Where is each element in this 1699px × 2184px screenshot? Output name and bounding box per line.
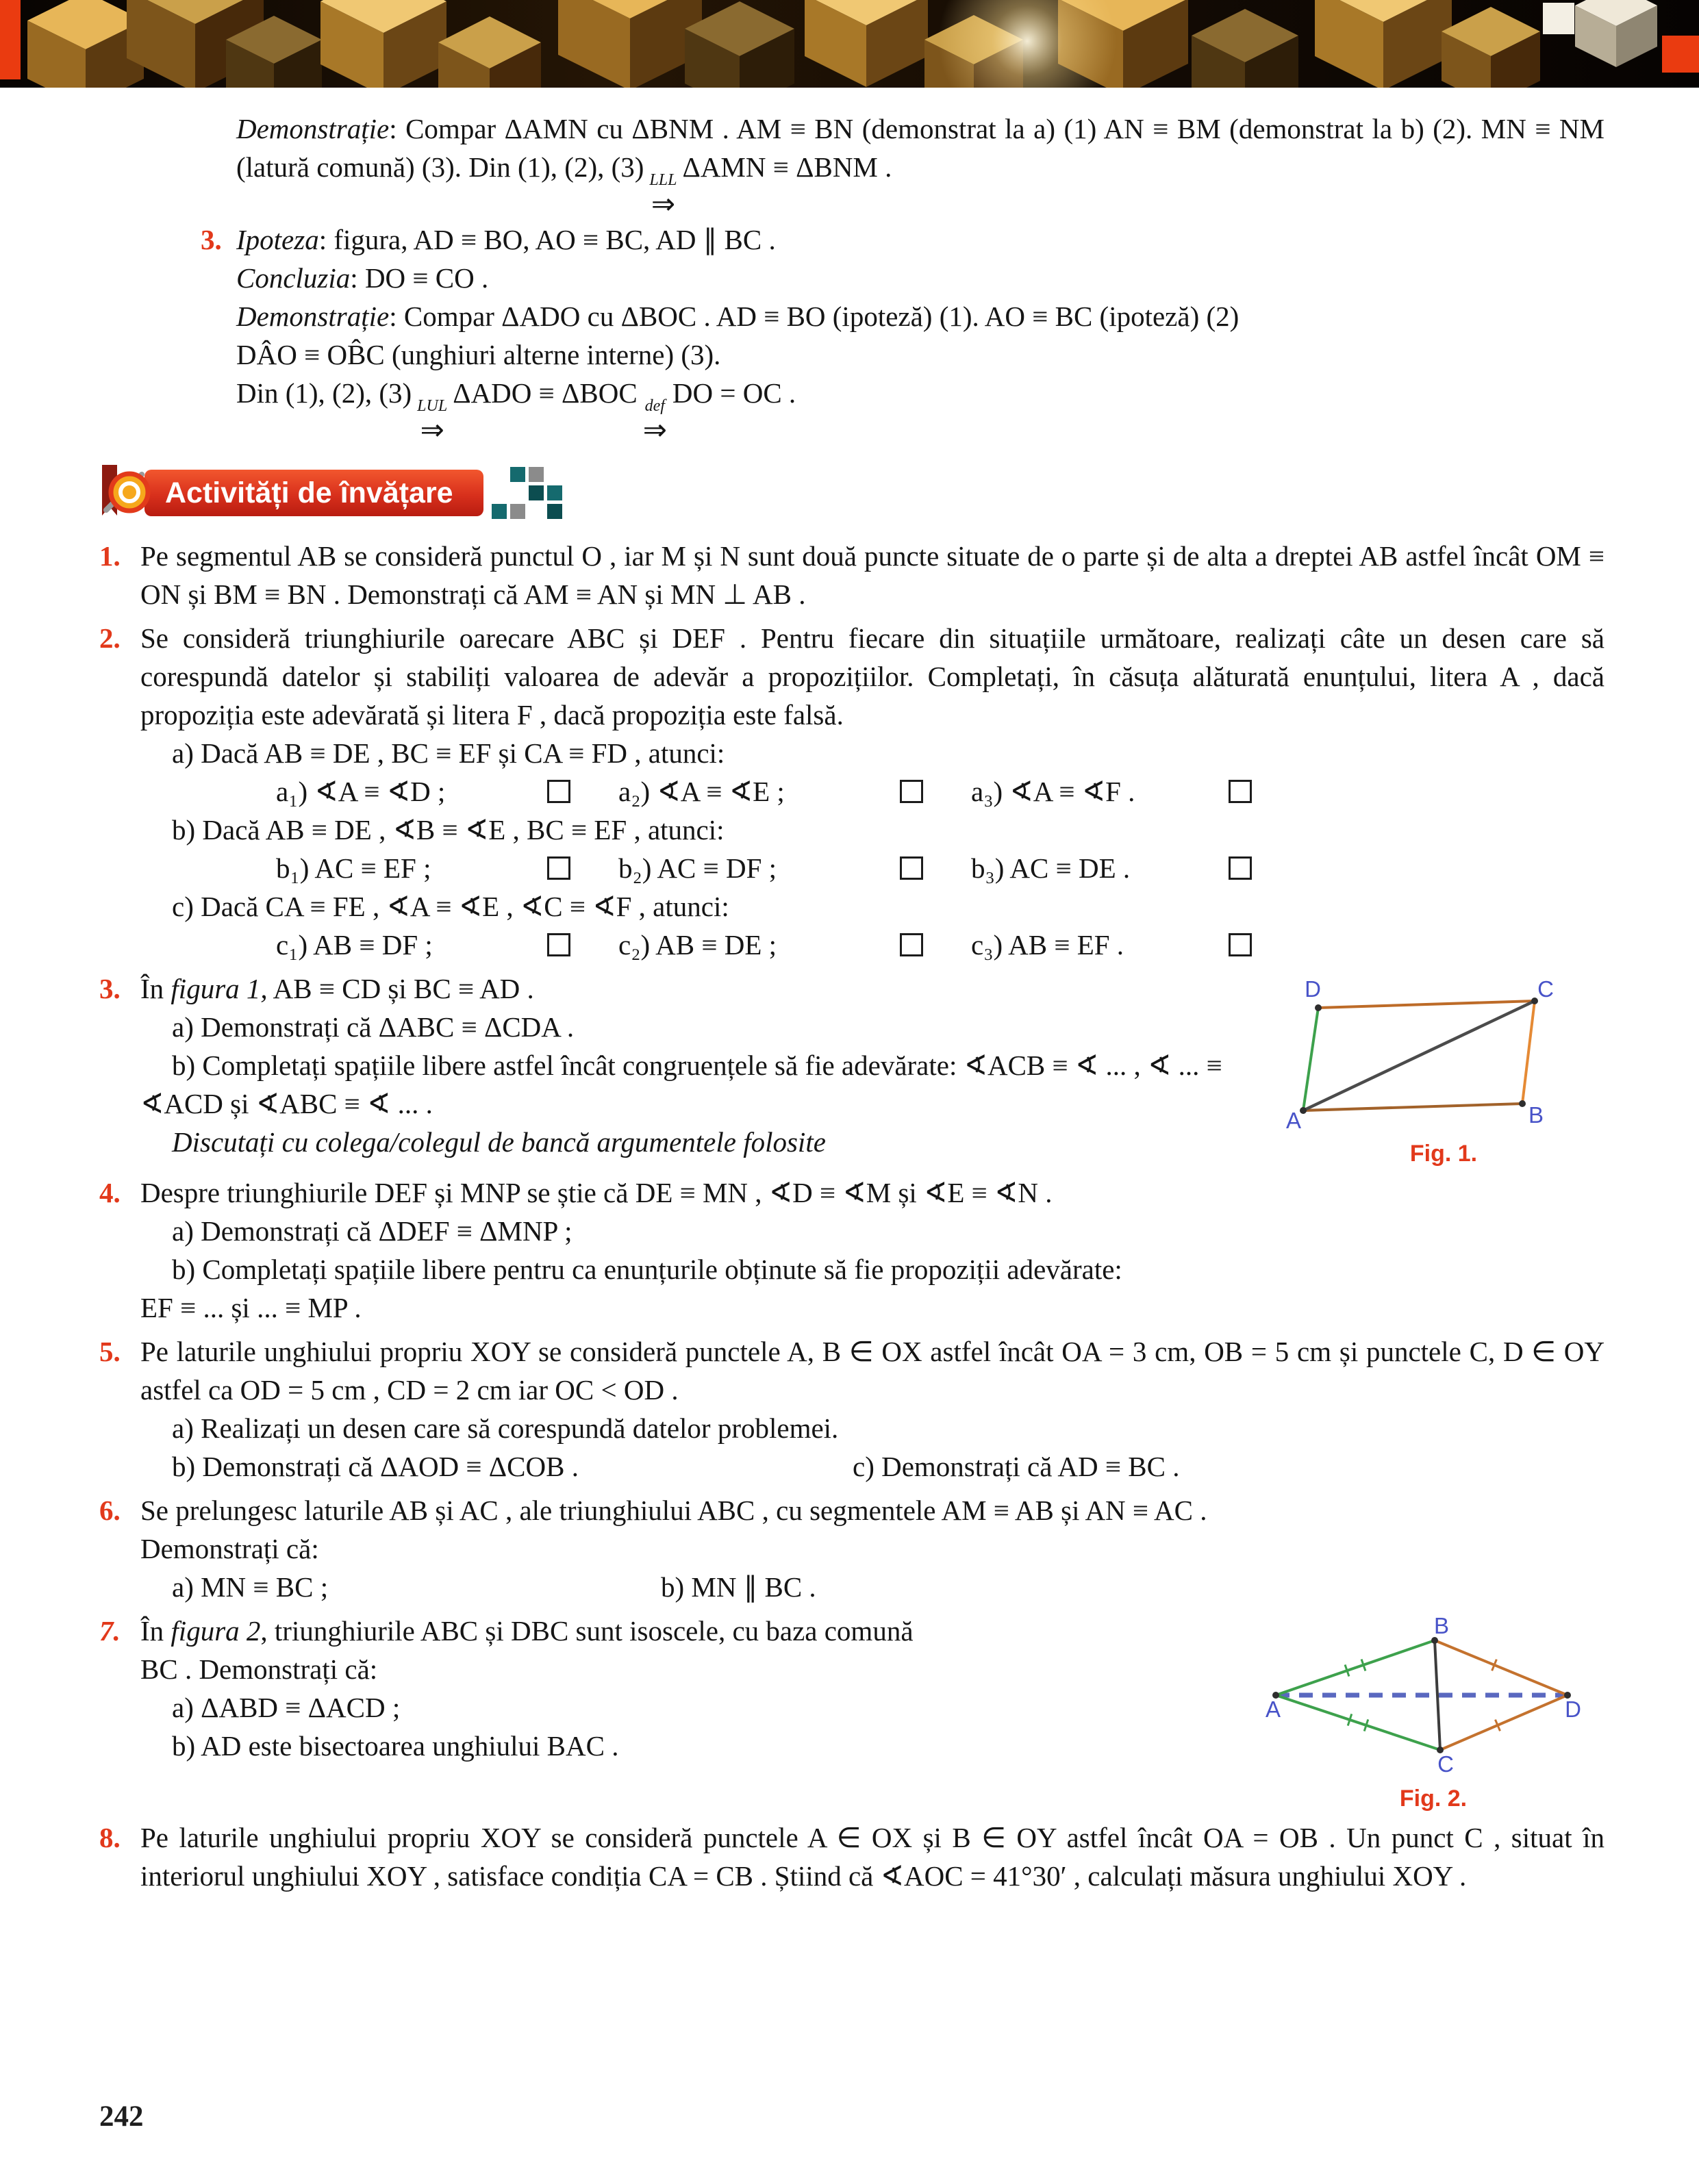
exercise-4 [99, 1173, 1604, 1327]
option-text: b₂) AC ≡ DF ; [618, 852, 777, 884]
lead-text: În [140, 1615, 171, 1647]
red-stripe-decoration [0, 0, 21, 79]
answer-box [547, 780, 570, 803]
exercise-text: Se consideră triunghiurile oarecare ABC și DEF . Pentru fiecare din situațiile următoare, realizați câte un desen care să corespundă datelor și stabiliți valoarea de adevăr a propozițiilor. Completați, în căsuța alăturată enunțului, litera A , dacă propoziția este adevărată și litera F , dacă propoziția este falsă. [140, 622, 1604, 731]
pixel [547, 504, 562, 519]
answer-option [618, 772, 971, 811]
implies-arrow: ⇒ [420, 415, 444, 446]
exercise-text [140, 1612, 1246, 1650]
exercise-5 [99, 1332, 1604, 1486]
exercise-6 [99, 1491, 1604, 1606]
exercise-body [140, 1612, 1604, 1813]
vertex-label-a: A [1285, 1108, 1302, 1130]
page-content [0, 88, 1699, 1895]
exercise-3-text-column [140, 969, 1283, 1168]
answer-option [971, 772, 1300, 811]
exercise-2 [99, 619, 1604, 964]
pixel [492, 485, 507, 500]
implies-arrow: ⇒ [642, 415, 667, 446]
item-c: c) Demonstrați că AD ≡ BC . [853, 1451, 1180, 1482]
figure-reference: figura 1, [171, 973, 268, 1004]
hypothesis-line [236, 220, 1604, 259]
final-post-text: DO = OC . [672, 377, 796, 409]
pixel [547, 467, 562, 482]
demonstration-line [236, 297, 1604, 335]
answer-box [900, 780, 923, 803]
figure-2-caption: Fig. 2. [1399, 1786, 1468, 1812]
answer-option [276, 926, 618, 964]
exercise-body [140, 619, 1604, 964]
pixel [510, 467, 525, 482]
exercise-body [140, 1332, 1604, 1486]
exercise-number: 4. [99, 1177, 121, 1208]
rest-text: , triunghiurile ABC și DBC sunt isoscele, cu baza comună [260, 1615, 914, 1647]
item-b: b) Completați spațiile libere pentru ca enunțurile obținute să fie propoziții adevărate: [172, 1254, 1122, 1285]
pixel [510, 485, 525, 500]
answer-box [1229, 933, 1252, 956]
figure-2 [1262, 1612, 1604, 1813]
pixel-blocks-decoration [492, 467, 562, 519]
exercise-number: 2. [99, 622, 121, 654]
vertex-label-a: A [1265, 1697, 1281, 1722]
red-square-decoration [1662, 36, 1699, 73]
option-text: a₂) ∢A ≡ ∢E ; [618, 776, 785, 807]
exercise-body [140, 1818, 1604, 1895]
answer-option [971, 849, 1300, 887]
vertex-label-d: D [1565, 1697, 1581, 1722]
exercise-number: 7. [99, 1615, 121, 1647]
parallelogram-edges [1303, 1001, 1535, 1110]
case-a-head: a) Dacă AB ≡ DE , BC ≡ EF și CA ≡ FD , atunci: [172, 737, 725, 769]
target-pencil-icon [95, 464, 154, 522]
exercise-1 [99, 537, 1604, 613]
option-text: b₁) AC ≡ EF ; [276, 852, 431, 884]
answer-option [276, 849, 618, 887]
final-mid-text: ΔADO ≡ ΔBOC [453, 377, 638, 409]
exercise-text: Se prelungesc laturile AB și AC , ale triunghiului ABC , cu segmentele AM ≡ AB și AN ≡ AC . [140, 1495, 1207, 1526]
implies-arrow: ⇒ [651, 189, 676, 220]
answer-option [276, 772, 618, 811]
exercise-text: Pe laturile unghiului propriu XOY se consideră punctele A ∈ OX și B ∈ OY astfel încât OA = OB . Un punct C , situat în interiorul unghiului XOY , satisface condiția CA = CB . Știind că ∢AOC = 41°30′ , calculați măsura unghiului XOY . [140, 1822, 1604, 1892]
implication-rule-label: LLL [649, 171, 677, 189]
proof-paragraph-1 [236, 110, 1604, 219]
lead-text: În [140, 973, 171, 1004]
item-b: b) MN ∥ BC . [661, 1571, 816, 1603]
pixel [492, 504, 507, 519]
answer-option [971, 926, 1300, 964]
parallelogram-illustration [1283, 976, 1584, 1130]
option-text: b₃) AC ≡ DE . [971, 852, 1131, 884]
exercise-body [140, 969, 1604, 1168]
vertex-label-b: B [1528, 1102, 1544, 1128]
item-a: a) Demonstrați că ΔDEF ≡ ΔMNP ; [172, 1215, 572, 1247]
demonstration-label: Demonstrație [236, 301, 390, 332]
kite-edges [1276, 1640, 1568, 1750]
option-text: a₃) ∢A ≡ ∢F . [971, 776, 1135, 807]
kite-illustration [1262, 1616, 1584, 1775]
answer-option [618, 926, 971, 964]
white-square-decoration [1543, 3, 1574, 34]
case-c-head: c) Dacă CA ≡ FE , ∢A ≡ ∢E , ∢C ≡ ∢F , atunci: [172, 891, 729, 922]
pixel [510, 504, 525, 519]
conclusion-label: Concluzia [236, 262, 351, 294]
angles-line: DÂO ≡ OB̂C (unghiuri alterne interne) (3). [236, 339, 721, 370]
item-b: b) Completați spațiile libere astfel încât congruențele să fie adevărate: ∢ACB ≡ ∢ ... , ∢ ... ≡ ∢ACD și ∢ABC ≡ ∢ ... . [140, 1050, 1222, 1119]
vertex-label-c: C [1537, 976, 1554, 1002]
exercise-text: Despre triunghiurile DEF și MNP se știe că DE ≡ MN , ∢D ≡ ∢M și ∢E ≡ ∢N . [140, 1177, 1053, 1208]
case-b-head: b) Dacă AB ≡ DE , ∢B ≡ ∢E , BC ≡ EF , atunci: [172, 814, 725, 846]
option-text: c₁) AB ≡ DF ; [276, 929, 433, 961]
exercise-text-2: Demonstrați că: [140, 1533, 319, 1564]
answer-box [900, 856, 923, 880]
light-flare [938, 0, 1116, 88]
answer-box [1229, 856, 1252, 880]
exercise-3 [99, 969, 1604, 1168]
items-a-b-row [140, 1568, 1604, 1606]
rest-text: AB ≡ CD și BC ≡ AD . [267, 973, 534, 1004]
exercise-number: 1. [99, 540, 121, 572]
implication-rule-label: LUL [417, 397, 448, 415]
implication-rule-label: def [644, 397, 665, 415]
exercise-7-text-column [140, 1612, 1262, 1813]
final-implication-line [236, 374, 1604, 445]
item-a: a) Realizați un desen care să corespundă datelor problemei. [172, 1412, 839, 1444]
exercise-7 [99, 1612, 1604, 1813]
exercise-text: Pe laturile unghiului propriu XOY se consideră punctele A, B ∈ OX astfel încât OA = 3 cm, OB = 5 cm și punctele C, D ∈ OY astfel ca OD = 5 cm , CD = 2 cm iar OC < OD . [140, 1336, 1604, 1406]
implication-lll [649, 172, 677, 219]
answer-box [547, 856, 570, 880]
proof-conclusion-text: ΔAMN ≡ ΔBNM . [682, 151, 892, 183]
conclusion-line [236, 259, 1604, 297]
exercise-8 [99, 1818, 1604, 1895]
header-image [0, 0, 1699, 88]
pixel [529, 467, 544, 482]
problem-number: 3. [201, 224, 222, 255]
item-a: a) MN ≡ BC ; [172, 1571, 329, 1603]
pixel [492, 467, 507, 482]
pixel [529, 504, 544, 519]
figure-1-caption: Fig. 1. [1409, 1141, 1478, 1167]
problem-body [236, 220, 1604, 445]
answer-box [900, 933, 923, 956]
item-b: b) Demonstrați că ΔAOD ≡ ΔCOB . [172, 1451, 579, 1482]
exercise-body [140, 537, 1604, 613]
page-number: 242 [99, 2100, 144, 2133]
pixel [547, 485, 562, 500]
item-a: a) ΔABD ≡ ΔACD ; [172, 1692, 401, 1723]
header-cubes-illustration [0, 0, 1699, 88]
item-b: b) AD este bisectoarea unghiului BAC . [172, 1730, 619, 1762]
demonstration-label: Demonstrație [236, 113, 390, 144]
option-text: c₃) AB ≡ EF . [971, 929, 1124, 961]
vertex-label-c: C [1437, 1751, 1454, 1775]
exercise-text-2: BC . Demonstrați că: [140, 1653, 378, 1685]
exercise-number: 5. [99, 1336, 121, 1367]
worked-example-section [99, 110, 1604, 445]
case-a-options [276, 772, 1604, 811]
item-a: a) Demonstrați că ΔABC ≡ ΔCDA . [172, 1011, 575, 1043]
hypothesis-label: Ipoteza [236, 224, 319, 255]
hypothesis-text: : figura, AD ≡ BO, AO ≡ BC, AD ∥ BC . [318, 224, 776, 255]
implication-def [643, 398, 667, 445]
exercise-body [140, 1491, 1604, 1606]
exercise-number: 3. [99, 973, 121, 1004]
vertex-label-d: D [1305, 976, 1321, 1002]
answer-option [618, 849, 971, 887]
exercise-text [140, 969, 1266, 1008]
demonstration-text: : Compar ΔADO cu ΔBOC . AD ≡ BO (ipoteză) (1). AO ≡ BC (ipoteză) (2) [389, 301, 1239, 332]
exercise-number: 6. [99, 1495, 121, 1526]
worked-problem-3 [201, 220, 1604, 445]
option-text: a₁) ∢A ≡ ∢D ; [276, 776, 446, 807]
case-c-options [276, 926, 1604, 964]
banner-title: Activități de învățare [144, 470, 483, 516]
answer-box [1229, 780, 1252, 803]
case-b-options [276, 849, 1604, 887]
pixel [529, 485, 544, 500]
option-text: c₂) AB ≡ DE ; [618, 929, 777, 961]
exercise-body [140, 1173, 1604, 1327]
implication-lul [417, 398, 447, 445]
final-pre-text: Din (1), (2), (3) [236, 377, 412, 409]
exercise-text: Pe segmentul AB se consideră punctul O , iar M și N sunt două puncte situate de o parte și de alta a dreptei AB astfel încât OM ≡ ON și BM ≡ BN . Demonstrați că AM ≡ AN și MN ⊥ AB . [140, 540, 1604, 610]
proof-text: : Compar ΔAMN cu ΔBNM . AM ≡ BN (demonstrat la a) (1) AN ≡ BM (demonstrat la b) (2). MN ≡ NM (latură comună) (3). Din (1), (2), (3) [236, 113, 1604, 183]
figure-1 [1283, 969, 1604, 1168]
vertex-label-b: B [1433, 1616, 1450, 1638]
discussion-note: Discutați cu colega/colegul de bancă argumentele folosite [172, 1126, 826, 1158]
item-b-continuation: EF ≡ ... și ... ≡ MP . [140, 1292, 362, 1323]
answer-box [547, 933, 570, 956]
figure-reference: figura 2 [171, 1615, 261, 1647]
items-b-c-row [140, 1447, 1604, 1486]
activity-icon [95, 464, 154, 522]
conclusion-text: : DO ≡ CO . [350, 262, 489, 294]
activities-banner [95, 463, 1604, 523]
exercise-number: 8. [99, 1822, 121, 1853]
